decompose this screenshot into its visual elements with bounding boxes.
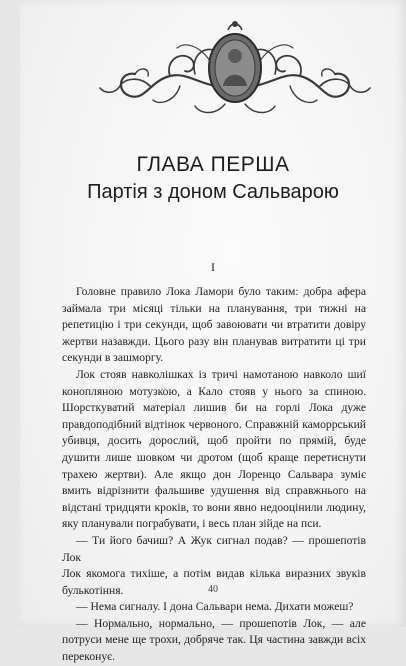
chapter-title: ГЛАВА ПЕРША: [136, 153, 290, 176]
paragraph: — Нема сигналу. І дона Сальвари нема. Дихати можеш?: [76, 600, 354, 614]
chapter-subtitle: Партія з доном Сальварою: [87, 181, 339, 203]
body-text: [62, 284, 366, 666]
paragraph: Лок стояв навколішках із тричі намотаною навколо шиї конопляною мотузкою, а Кало стояв у нього за спиною. Шорсткуватий матеріал лишив би на горлі Лока дуже правдоподібний відтінок червоного. Справжній каморрський убивця, досить дорослий, щоб пройти по прямій, буде душити лише шовком чи дротом (щоб краще перетиснути трахею жертви). Але якщо дон Лоренцо Сальвара зуміє вмить відрізнити фальшиве удушення від справжнього на відстані тридцяти кроків, то вони явно недооцінили людину, яку планували пограбувати, і весь план зійде на пси.: [62, 367, 366, 531]
paragraph: Головне правило Лока Ламори було таким: добра афера займала три місяці тільки на планування, три тижні на репетицію і три секунди, щоб завоювати чи втратити довіру жертви назавжди. Цього разу він планував витратити ці три секунди в зашморгу.: [62, 285, 366, 365]
paragraph: Лок якомога тихіше, а потім видав кілька виразних звуків булькотіння.: [62, 567, 366, 597]
book-page: [20, 0, 406, 664]
paragraph: — Ти його бачиш? А Жук сигнал подав? — прошепотів Лок: [62, 533, 366, 564]
baroque-vignette-ornament-icon: [95, 16, 375, 126]
section-number: I: [211, 260, 215, 274]
paragraph: — Нормально, нормально, — прошепотів Лок, — але потруси мене ще трохи, добряче так. Ця частина завжди всіх переконує.: [62, 616, 366, 664]
page-number: 40: [208, 584, 218, 595]
